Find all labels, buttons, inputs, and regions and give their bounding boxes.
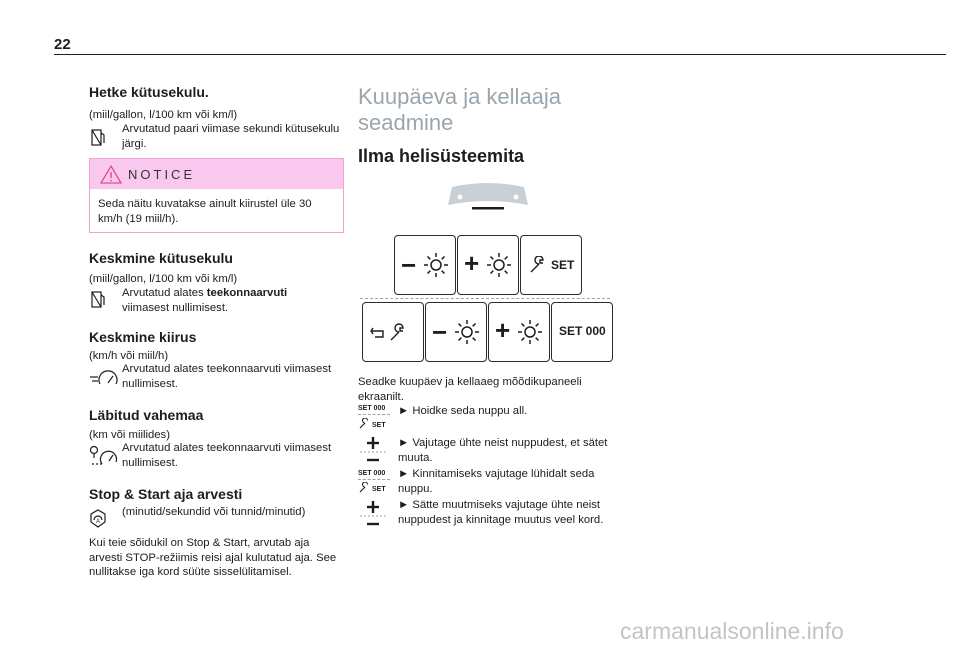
set-label: SET xyxy=(551,258,575,272)
minus-label: − xyxy=(401,250,417,280)
plus-minus-icon xyxy=(360,436,386,466)
set-000-label: SET 000 xyxy=(559,324,606,338)
fuel-pump-icon xyxy=(90,128,106,148)
heading-instant-consumption: Hetke kütusekulu. xyxy=(89,84,209,100)
minus-brightness-button[interactable] xyxy=(394,235,456,295)
stop-start-icon xyxy=(88,508,108,530)
desc-instant: Arvutatud paari viimase sekundi kütusekulu järgi. xyxy=(122,123,340,150)
heading-stop-start: Stop & Start aja arvesti xyxy=(89,486,243,502)
watermark: carmanualsonline.info xyxy=(620,618,844,644)
warning-icon xyxy=(100,164,122,184)
body-stop-start: Kui teie sõidukil on Stop & Start, arvutab aja arvesti STOP-režiimis reisi ajal kulutatud aja. See nullitakse iga kord süüte sisselülitamisel. xyxy=(89,537,337,578)
units-distance: (km või miilides) xyxy=(89,429,170,441)
set-000-icon: SET 000 xyxy=(358,470,386,477)
heading-average-consumption: Keskmine kütusekulu xyxy=(89,250,233,266)
minus-label: − xyxy=(432,317,448,347)
plus-brightness-button[interactable] xyxy=(457,235,519,295)
notice-title: NOTICE xyxy=(128,167,196,182)
wrench-set-label: SET xyxy=(372,422,386,429)
divider-dashed xyxy=(360,298,610,299)
return-wrench-icon xyxy=(369,323,419,343)
set-button[interactable] xyxy=(520,235,582,295)
notice-text: Seda näitu kuvatakse ainult kiirustel üle 30 km/h (19 miil/h). xyxy=(98,198,312,225)
wrench-set-icon xyxy=(358,418,392,430)
sun-icon xyxy=(423,252,449,278)
desc-bold: teekonnaarvuti xyxy=(206,287,288,299)
heading-distance: Läbitud vahemaa xyxy=(89,407,204,423)
step-4: ► Sätte muutmiseks vajutage ühte neist nuppudest ja kinnitage muutus veel kord. xyxy=(398,499,604,526)
speedometer-icon xyxy=(88,368,118,388)
notice-box xyxy=(89,158,344,233)
section-subtitle: Ilma helisüsteemita xyxy=(358,146,525,166)
units-average-speed: (km/h või miil/h) xyxy=(89,350,169,362)
units-stop-start: (minutid/sekundid või tunnid/minutid) xyxy=(122,506,306,518)
header-rule xyxy=(54,54,946,55)
sun-icon xyxy=(454,319,480,345)
back-wrench-button[interactable] xyxy=(362,302,424,362)
intro-text: Seadke kuupäev ja kellaaeg mõõdikupaneeli ekraanilt. xyxy=(358,376,582,403)
wrench-set-icon xyxy=(358,482,392,494)
plus-label: + xyxy=(464,248,480,278)
sun-icon xyxy=(486,252,512,278)
sun-icon xyxy=(517,319,543,345)
plus-value-button[interactable] xyxy=(488,302,550,362)
distance-icon xyxy=(88,444,118,468)
wrench-icon xyxy=(529,256,547,274)
wrench-set-label: SET xyxy=(372,486,386,493)
plus-minus-icon xyxy=(360,500,386,530)
fuel-pump-icon xyxy=(90,290,106,310)
minus-value-button[interactable] xyxy=(425,302,487,362)
plus-label: + xyxy=(495,315,511,345)
instrument-cluster-icon xyxy=(446,181,530,215)
desc-average-speed: Arvutatud alates teekonnaarvuti viimasest nullimisest. xyxy=(122,363,332,390)
svg-text:A: A xyxy=(95,519,101,525)
step-divider xyxy=(358,479,390,480)
notice-header xyxy=(90,159,343,189)
units-instant: (miil/gallon, l/100 km või km/l) xyxy=(89,109,238,121)
desc-prefix: Arvutatud alates xyxy=(122,287,207,299)
heading-average-speed: Keskmine kiirus xyxy=(89,329,197,345)
desc-average-consumption xyxy=(122,286,352,315)
step-2: ► Vajutage ühte neist nuppudest, et sätet muuta. xyxy=(398,437,608,464)
step-divider xyxy=(358,414,390,415)
step-1: ► Hoidke seda nuppu all. xyxy=(398,405,528,417)
set-000-icon: SET 000 xyxy=(358,405,386,412)
units-average-consumption: (miil/gallon, l/100 km või km/l) xyxy=(89,273,238,285)
desc-suffix: viimasest nullimisest. xyxy=(122,301,229,314)
page-number: 22 xyxy=(54,36,71,53)
section-title: Kuupäeva ja kellaaja seadmine xyxy=(358,84,562,135)
set-000-button[interactable] xyxy=(551,302,613,362)
step-3: ► Kinnitamiseks vajutage lühidalt seda nuppu. xyxy=(398,468,595,495)
desc-distance: Arvutatud alates teekonnaarvuti viimasest nullimisest. xyxy=(122,442,332,469)
